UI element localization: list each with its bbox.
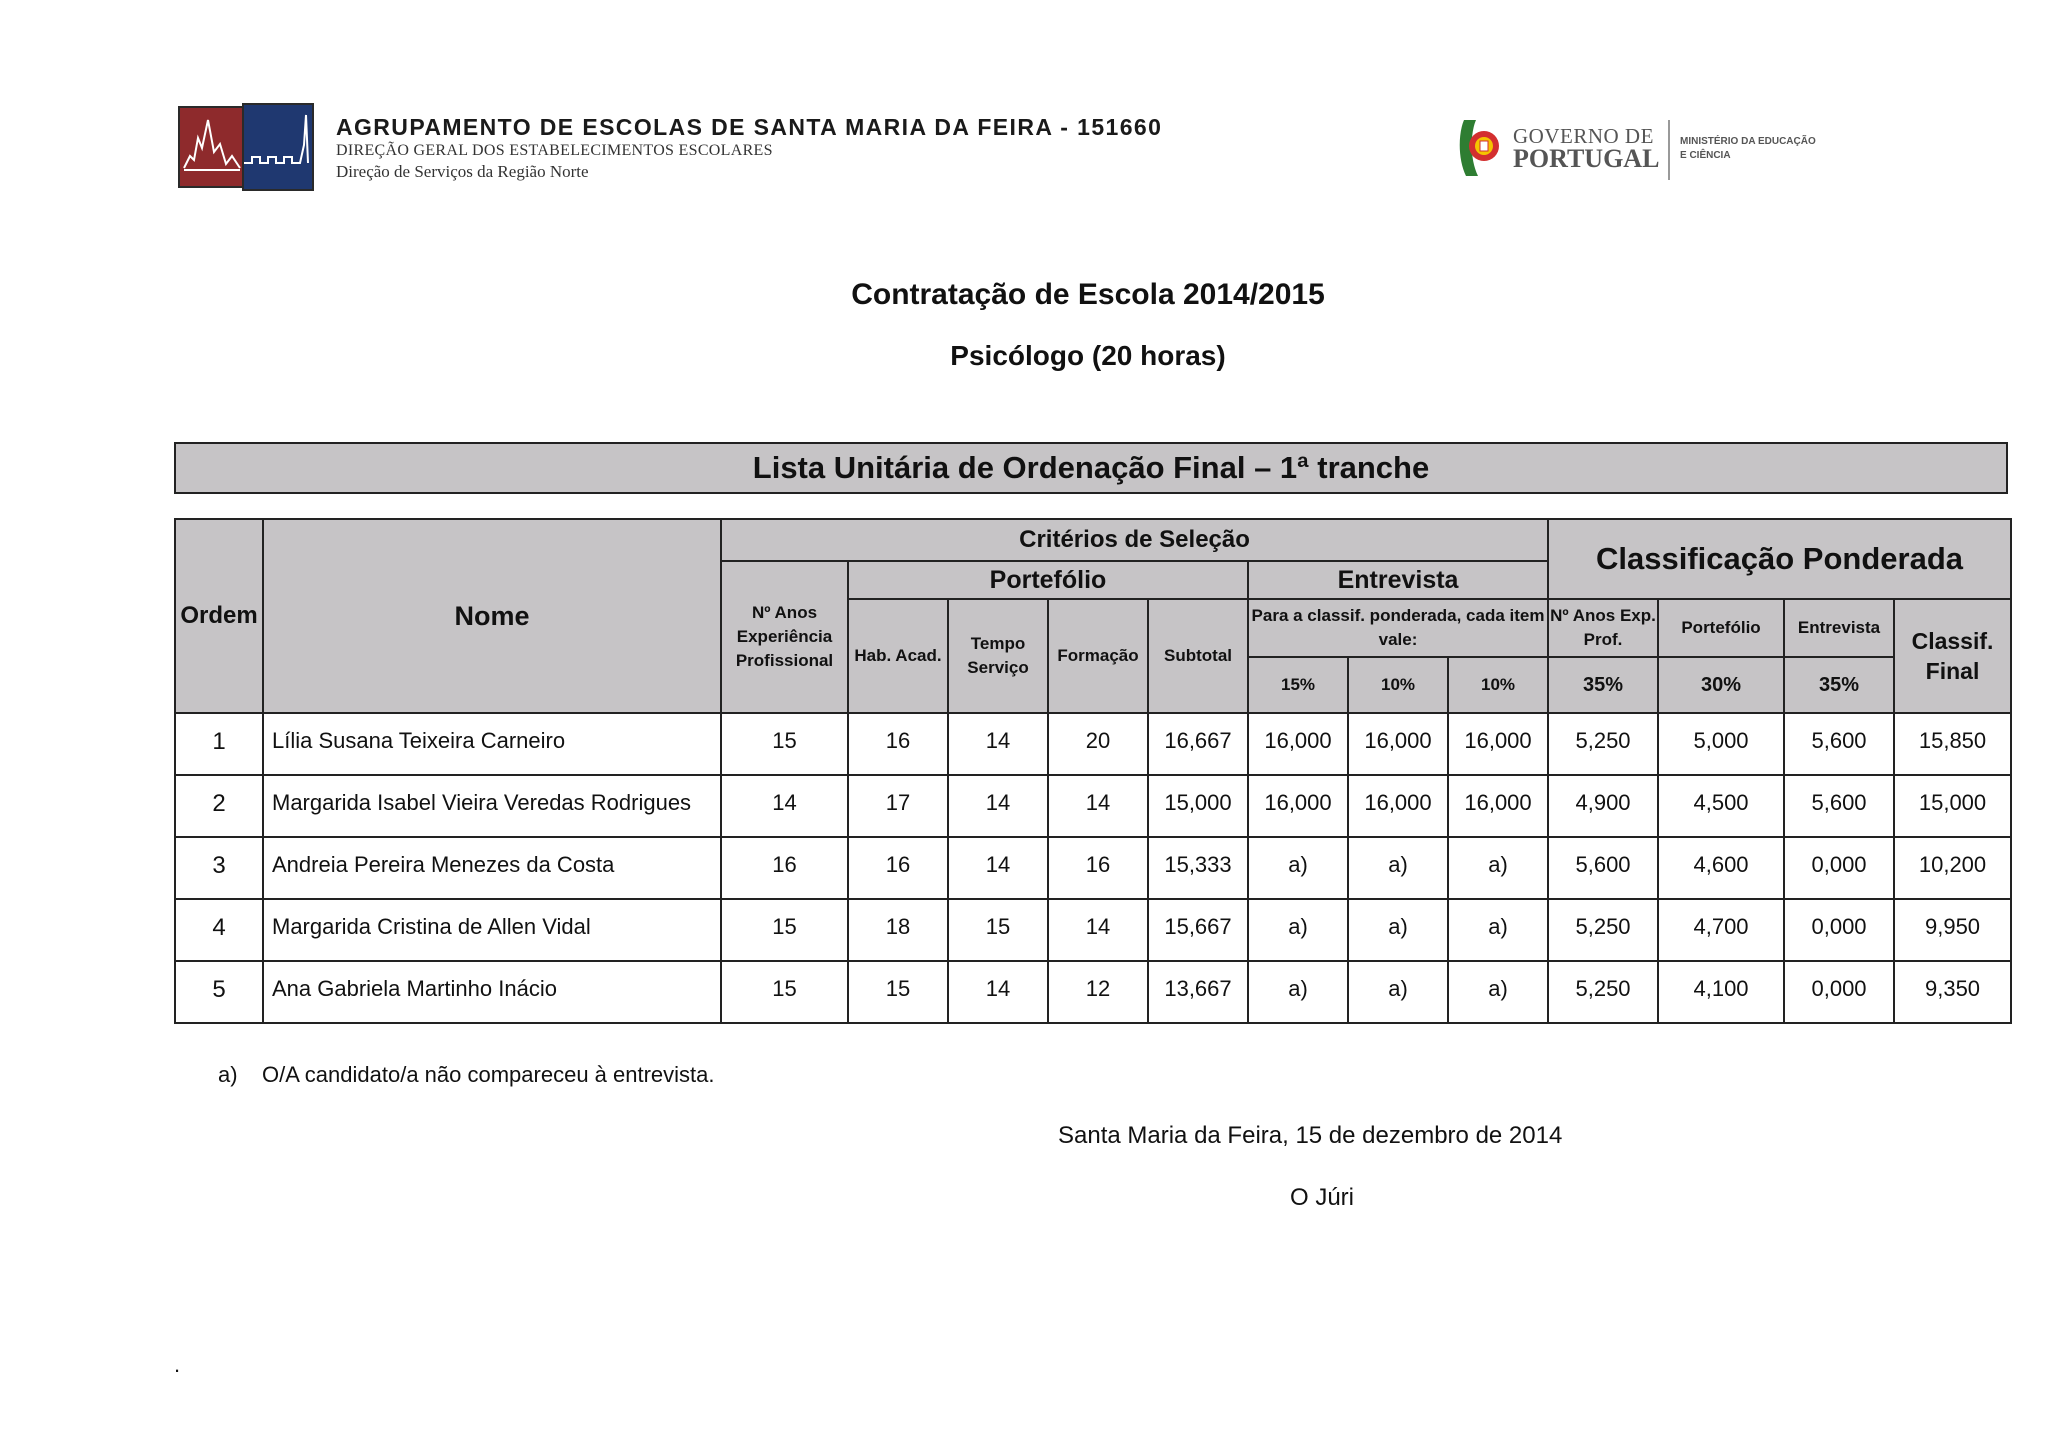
col-header-cp-entrevista: Entrevista xyxy=(1784,599,1894,657)
col-header-hab-acad: Hab. Acad. xyxy=(848,599,948,713)
school-logo xyxy=(178,106,314,186)
cell-cp-portefolio: 4,700 xyxy=(1658,899,1784,961)
table-row xyxy=(175,899,2011,961)
cell-ordem: 4 xyxy=(175,899,263,961)
cell-entrevista-3: 16,000 xyxy=(1448,775,1548,837)
ministry-label-line2: E CIÊNCIA xyxy=(1680,150,1731,161)
cell-anos: 14 xyxy=(721,775,848,837)
directorate-general: DIREÇÃO GERAL DOS ESTABELECIMENTOS ESCOLARES xyxy=(336,142,773,159)
cell-formacao: 12 xyxy=(1048,961,1148,1023)
cell-ordem: 2 xyxy=(175,775,263,837)
school-name: AGRUPAMENTO DE ESCOLAS DE SANTA MARIA DA FEIRA - 151660 xyxy=(336,114,1163,140)
cell-entrevista-1: a) xyxy=(1248,899,1348,961)
cell-nome: Andreia Pereira Menezes da Costa xyxy=(263,837,721,899)
table-row xyxy=(175,713,2011,775)
cell-tempo-servico: 14 xyxy=(948,961,1048,1023)
ranking-table xyxy=(174,518,2012,1024)
col-header-ent-weight-1: 15% xyxy=(1248,657,1348,713)
cell-anos: 15 xyxy=(721,713,848,775)
cell-classif-final: 15,850 xyxy=(1894,713,2011,775)
list-title-banner: Lista Unitária de Ordenação Final – 1ª tranche xyxy=(174,442,2008,494)
cell-subtotal: 15,333 xyxy=(1148,837,1248,899)
cell-entrevista-1: 16,000 xyxy=(1248,775,1348,837)
cell-hab-acad: 16 xyxy=(848,837,948,899)
cell-nome: Margarida Cristina de Allen Vidal xyxy=(263,899,721,961)
cell-subtotal: 15,000 xyxy=(1148,775,1248,837)
col-header-anos-experiencia: Nº Anos Experiência Profissional xyxy=(721,561,848,713)
col-header-criterios: Critérios de Seleção xyxy=(721,519,1548,561)
trailing-dot: . xyxy=(174,1352,181,1377)
jury-signature-label: O Júri xyxy=(1290,1184,1355,1211)
cell-cp-portefolio: 4,100 xyxy=(1658,961,1784,1023)
cell-ordem: 3 xyxy=(175,837,263,899)
cell-entrevista-3: 16,000 xyxy=(1448,713,1548,775)
cell-nome: Lília Susana Teixeira Carneiro xyxy=(263,713,721,775)
gov-label-line1: GOVERNO DE xyxy=(1513,124,1654,148)
cell-ordem: 5 xyxy=(175,961,263,1023)
cell-entrevista-1: a) xyxy=(1248,961,1348,1023)
cell-formacao: 16 xyxy=(1048,837,1148,899)
cell-anos: 16 xyxy=(721,837,848,899)
gov-divider xyxy=(1668,120,1670,180)
col-header-portefolio: Portefólio xyxy=(848,561,1248,599)
gov-label-line2: PORTUGAL xyxy=(1513,144,1660,173)
col-header-tempo-servico: Tempo Serviço xyxy=(948,599,1048,713)
cell-cp-portefolio: 5,000 xyxy=(1658,713,1784,775)
cell-cp-entrevista: 0,000 xyxy=(1784,961,1894,1023)
cell-entrevista-1: 16,000 xyxy=(1248,713,1348,775)
ministry-label-line1: MINISTÉRIO DA EDUCAÇÃO xyxy=(1680,136,1816,147)
place-and-date: Santa Maria da Feira, 15 de dezembro de 2014 xyxy=(1058,1122,1563,1149)
col-header-entrevista-note: Para a classif. ponderada, cada item vale: xyxy=(1248,599,1548,657)
cell-cp-entrevista: 0,000 xyxy=(1784,837,1894,899)
cell-hab-acad: 17 xyxy=(848,775,948,837)
table-row xyxy=(175,775,2011,837)
government-logo xyxy=(1456,108,1826,188)
cell-subtotal: 13,667 xyxy=(1148,961,1248,1023)
cell-cp-portefolio: 4,500 xyxy=(1658,775,1784,837)
cell-anos: 15 xyxy=(721,961,848,1023)
cell-tempo-servico: 14 xyxy=(948,837,1048,899)
cell-ordem: 1 xyxy=(175,713,263,775)
cell-cp-entrevista: 5,600 xyxy=(1784,775,1894,837)
col-header-cp-portefolio: Portefólio xyxy=(1658,599,1784,657)
cell-entrevista-3: a) xyxy=(1448,837,1548,899)
cell-formacao: 14 xyxy=(1048,899,1148,961)
cell-entrevista-1: a) xyxy=(1248,837,1348,899)
col-header-cp-anos: Nº Anos Exp. Prof. xyxy=(1548,599,1658,657)
col-header-subtotal: Subtotal xyxy=(1148,599,1248,713)
col-header-cp-weight-1: 35% xyxy=(1548,657,1658,713)
cell-entrevista-2: a) xyxy=(1348,899,1448,961)
cell-classif-final: 15,000 xyxy=(1894,775,2011,837)
cell-cp-entrevista: 5,600 xyxy=(1784,713,1894,775)
cell-entrevista-2: a) xyxy=(1348,837,1448,899)
cell-hab-acad: 16 xyxy=(848,713,948,775)
cell-entrevista-2: a) xyxy=(1348,961,1448,1023)
portugal-emblem-icon xyxy=(1456,114,1502,180)
footnote xyxy=(218,1062,715,1088)
col-header-classificacao: Classificação Ponderada xyxy=(1548,519,2011,599)
col-header-cp-weight-3: 35% xyxy=(1784,657,1894,713)
cell-subtotal: 15,667 xyxy=(1148,899,1248,961)
table-row xyxy=(175,961,2011,1023)
cell-classif-final: 9,350 xyxy=(1894,961,2011,1023)
cell-cp-entrevista: 0,000 xyxy=(1784,899,1894,961)
cell-tempo-servico: 15 xyxy=(948,899,1048,961)
col-header-ordem: Ordem xyxy=(175,519,263,713)
cell-formacao: 20 xyxy=(1048,713,1148,775)
col-header-ent-weight-3: 10% xyxy=(1448,657,1548,713)
cell-cp-anos: 4,900 xyxy=(1548,775,1658,837)
footnote-mark: a) xyxy=(218,1062,238,1087)
cell-classif-final: 9,950 xyxy=(1894,899,2011,961)
cell-hab-acad: 18 xyxy=(848,899,948,961)
regional-directorate: Direção de Serviços da Região Norte xyxy=(336,162,589,181)
table-row xyxy=(175,837,2011,899)
cell-anos: 15 xyxy=(721,899,848,961)
document-title: Contratação de Escola 2014/2015 xyxy=(851,278,1325,311)
cell-nome: Ana Gabriela Martinho Inácio xyxy=(263,961,721,1023)
col-header-ent-weight-2: 10% xyxy=(1348,657,1448,713)
col-header-entrevista: Entrevista xyxy=(1248,561,1548,599)
battlement-outline-icon xyxy=(244,105,312,189)
letterhead xyxy=(178,100,1828,200)
cell-cp-anos: 5,600 xyxy=(1548,837,1658,899)
col-header-formacao: Formação xyxy=(1048,599,1148,713)
cell-entrevista-3: a) xyxy=(1448,899,1548,961)
cell-entrevista-3: a) xyxy=(1448,961,1548,1023)
cell-cp-portefolio: 4,600 xyxy=(1658,837,1784,899)
footnote-text: O/A candidato/a não compareceu à entrevista. xyxy=(262,1062,715,1087)
school-logo-blue-panel xyxy=(242,103,314,191)
cell-hab-acad: 15 xyxy=(848,961,948,1023)
cell-cp-anos: 5,250 xyxy=(1548,961,1658,1023)
cell-tempo-servico: 14 xyxy=(948,713,1048,775)
cell-cp-anos: 5,250 xyxy=(1548,713,1658,775)
castle-outline-icon xyxy=(180,108,244,186)
cell-formacao: 14 xyxy=(1048,775,1148,837)
col-header-classif-final: Classif. Final xyxy=(1894,599,2011,713)
cell-nome: Margarida Isabel Vieira Veredas Rodrigues xyxy=(263,775,721,837)
cell-subtotal: 16,667 xyxy=(1148,713,1248,775)
school-logo-red-panel xyxy=(178,106,246,188)
col-header-nome: Nome xyxy=(263,519,721,713)
cell-classif-final: 10,200 xyxy=(1894,837,2011,899)
cell-entrevista-2: 16,000 xyxy=(1348,713,1448,775)
document-subtitle: Psicólogo (20 horas) xyxy=(950,340,1226,371)
col-header-cp-weight-2: 30% xyxy=(1658,657,1784,713)
cell-cp-anos: 5,250 xyxy=(1548,899,1658,961)
cell-tempo-servico: 14 xyxy=(948,775,1048,837)
cell-entrevista-2: 16,000 xyxy=(1348,775,1448,837)
